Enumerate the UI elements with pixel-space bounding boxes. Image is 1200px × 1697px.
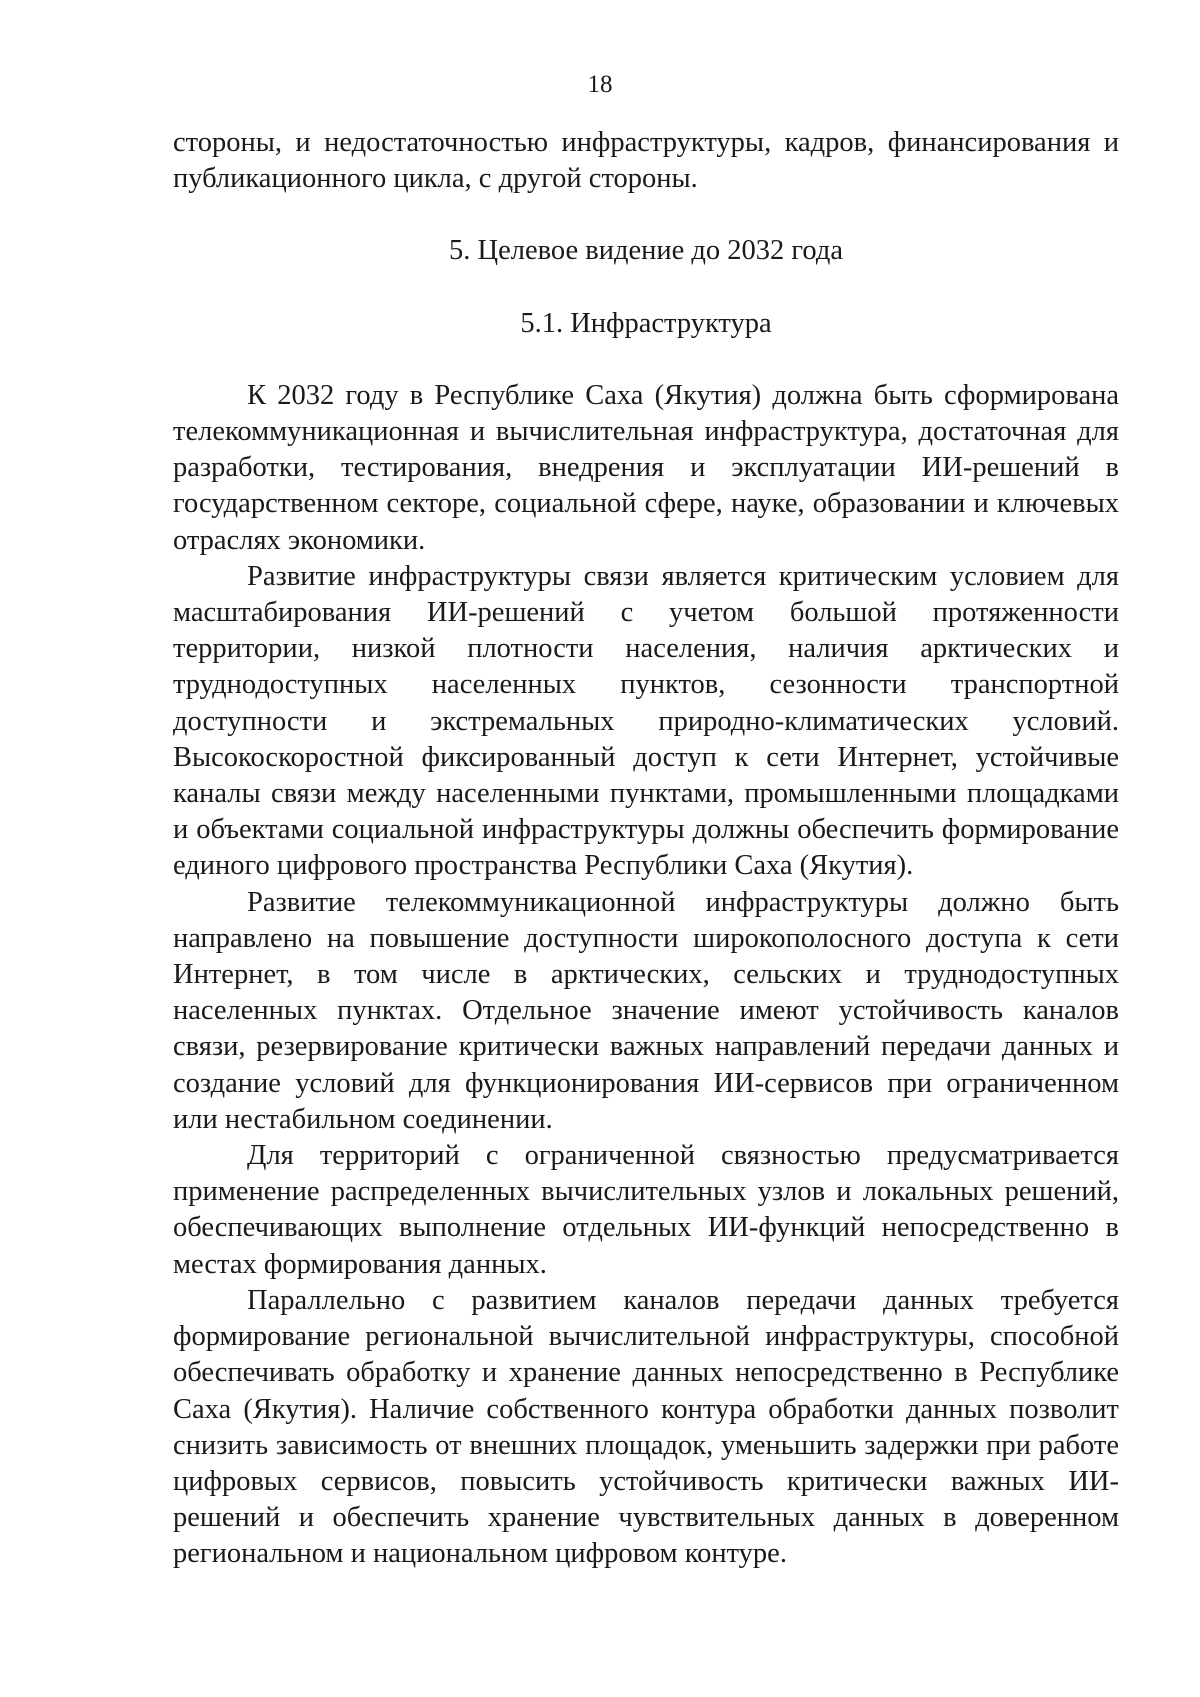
body-paragraph: Развитие телекоммуникационной инфраструктуры должно быть направлено на повышение доступности широкополосного доступа к сети Интернет, в том числе в арктических, сельских и труднодоступных населенных пунктах. Отдельное значение имеют устойчивость каналов связи, резервирование критически важных направлений передачи данных и создание условий для функционирования ИИ-сервисов при ограниченном или нестабильном соединении. xyxy=(173,886,1119,1135)
body-paragraph: Для территорий с ограниченной связностью предусматривается применение распределенных вычислительных узлов и локальных решений, обеспечивающих выполнение отдельных ИИ-функций непосредственно в местах формирования данных. xyxy=(173,1140,1119,1280)
intro-paragraph: стороны, и недостаточностью инфраструктуры, кадров, финансирования и публикационного цикла, с другой стороны. xyxy=(173,127,1119,195)
document-body xyxy=(173,125,1119,1573)
body-paragraph: Параллельно с развитием каналов передачи данных требуется формирование региональной вычислительной инфраструктуры, способной обеспечивать обработку и хранение данных непосредственно в Республике Саха (Якутия). Наличие собственного контура обработки данных позволит снизить зависимость от внешних площадок, уменьшить задержки при работе цифровых сервисов, повысить устойчивость критически важных ИИ-решений и обеспечить хранение чувствительных данных в доверенном региональном и национальном цифровом контуре. xyxy=(173,1284,1119,1570)
subsection-heading: 5.1. Инфраструктура xyxy=(520,307,772,339)
section-heading: 5. Целевое видение до 2032 года xyxy=(449,235,843,267)
body-paragraph: Развитие инфраструктуры связи является критическим условием для масштабирования ИИ-решений с учетом большой протяженности территории, низкой плотности населения, наличия арктических и труднодоступных населенных пунктов, сезонности транспортной доступности и экстремальных природно-климатических условий. Высокоскоростной фиксированный доступ к сети Интернет, устойчивые каналы связи между населенными пунктами, промышленными площадками и объектами социальной инфраструктуры должны обеспечить формирование единого цифрового пространства Республики Саха (Якутия). xyxy=(173,560,1119,882)
page-number: 18 xyxy=(587,71,613,98)
body-paragraph: К 2032 году в Республике Саха (Якутия) должна быть сформирована телекоммуникационная и вычислительная инфраструктура, достаточная для разработки, тестирования, внедрения и эксплуатации ИИ-решений в государственном секторе, социальной сфере, науке, образовании и ключевых отраслях экономики. xyxy=(173,379,1119,556)
